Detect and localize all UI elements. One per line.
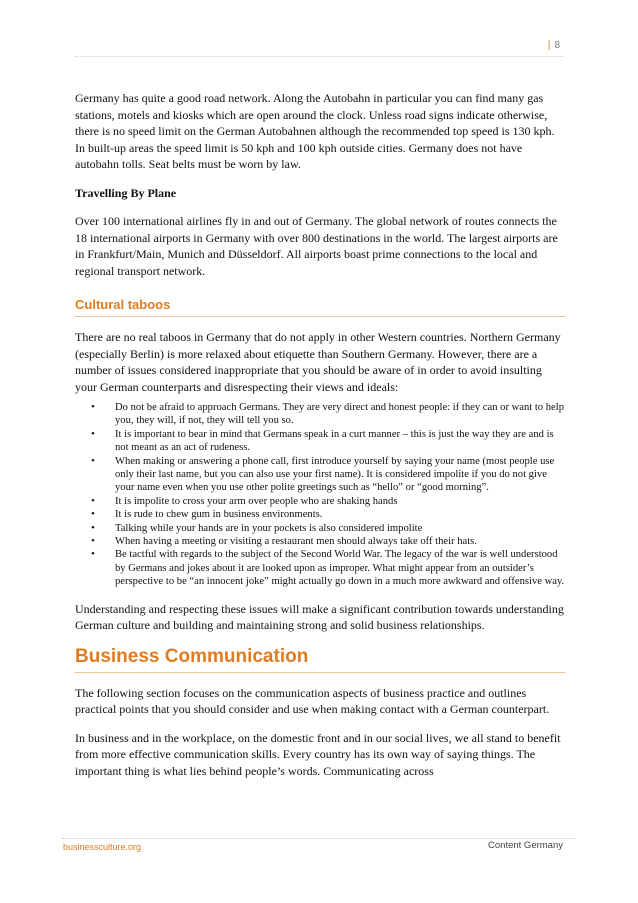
list-item-text: It is impolite to cross your arm over people who are shaking hands [115, 495, 398, 507]
list-item-text: It is rude to chew gum in business environments. [115, 509, 323, 521]
list-item [75, 495, 565, 508]
page-number-value: 8 [554, 40, 560, 51]
list-item [75, 535, 565, 548]
plane-heading: Travelling By Plane [75, 185, 177, 200]
footer-divider [62, 838, 576, 839]
bullet-icon: • [91, 454, 95, 467]
page-number-bar: | [547, 40, 551, 51]
list-item [75, 508, 565, 521]
list-item [75, 548, 565, 588]
page-number [548, 40, 560, 51]
bullet-icon: • [91, 494, 95, 507]
taboos-list [75, 401, 565, 589]
list-item-text: Do not be afraid to approach Germans. They are very direct and honest people: if they can or want to help you, they will, if not, they will tell you so. [115, 402, 564, 427]
taboos-intro: There are no real taboos in Germany that do not apply in other Western countries. Northern Germany (especially Berlin) is more relaxed about etiquette than Southern Germany. However, there are a number of issues considered inappropriate that you should be aware of in order to avoid insulting your German counterparts and disrespecting their views and ideals: [75, 330, 561, 394]
taboos-outro: Understanding and respecting these issues will make a significant contribution towards understanding German culture and building and maintaining strong and solid business relationships. [75, 601, 564, 633]
list-item [75, 522, 565, 535]
list-item-text: Talking while your hands are in your pockets is also considered impolite [115, 522, 423, 534]
business-paragraph-2: In business and in the workplace, on the domestic front and in our social lives, we all stand to benefit from more effective communication skills. Every country has its own way of saying things. The important thing is what lies behind people’s words. Communicating across [75, 730, 561, 778]
footer-title: Content Germany [488, 840, 563, 851]
bullet-icon: • [91, 508, 95, 521]
header-divider [75, 56, 563, 57]
bullet-icon: • [91, 521, 95, 534]
list-item-text: It is important to bear in mind that Germans speak in a curt manner – this is just the way they are and is not meant as an act of rudeness. [115, 428, 554, 454]
list-item-text: When making or answering a phone call, first introduce yourself by saying your name (most people use only their last name, but you can also use your first name). It is considered impolite if you do not give your name even when you use other polite greetings such as “hello” or “good morning”. [115, 455, 555, 494]
list-item [75, 455, 565, 495]
road-paragraph: Germany has quite a good road network. Along the Autobahn in particular you can find many gas stations, motels and kiosks which are open around the clock. Unless road signs indicate otherwise, there is no speed limit on the German Autobahnen although the recommended top speed is 130 kph. In built-up areas the speed limit is 50 kph and 100 kph outside cities. Germany does not have autobahn tolls. Seat belts must be worn by law. [75, 91, 555, 171]
plane-paragraph: Over 100 international airlines fly in and out of Germany. The global network of routes connects the 18 international airports in Germany with over 800 destinations in the world. The largest airports are in Frankfurt/Main, Munich and Düsseldorf. All airports boast prime connections to the local and regional transport network. [75, 214, 558, 278]
cultural-taboos-heading: Cultural taboos [75, 297, 565, 317]
list-item-text: Be tactful with regards to the subject of the Second World War. The legacy of the war is well understood by Germans and jokes about it are looked upon as improper. What might appear from an outsider’s perspective to be “an innocent joke” might actually go down in a much more awkward and offensive way. [115, 549, 565, 588]
page-content [75, 90, 565, 779]
business-paragraph-1: The following section focuses on the communication aspects of business practice and outlines practical points that you should consider and use when making contact with a German counterpart. [75, 685, 550, 717]
bullet-icon: • [91, 401, 95, 413]
bullet-icon: • [91, 427, 95, 440]
bullet-icon: • [91, 535, 95, 548]
list-item [75, 401, 565, 428]
list-item-text: When having a meeting or visiting a restaurant men should always take off their hats. [115, 536, 477, 548]
bullet-icon: • [91, 548, 95, 561]
business-communication-heading: Business Communication [75, 646, 565, 673]
list-item [75, 428, 565, 455]
footer-site: businessculture.org [63, 842, 142, 852]
